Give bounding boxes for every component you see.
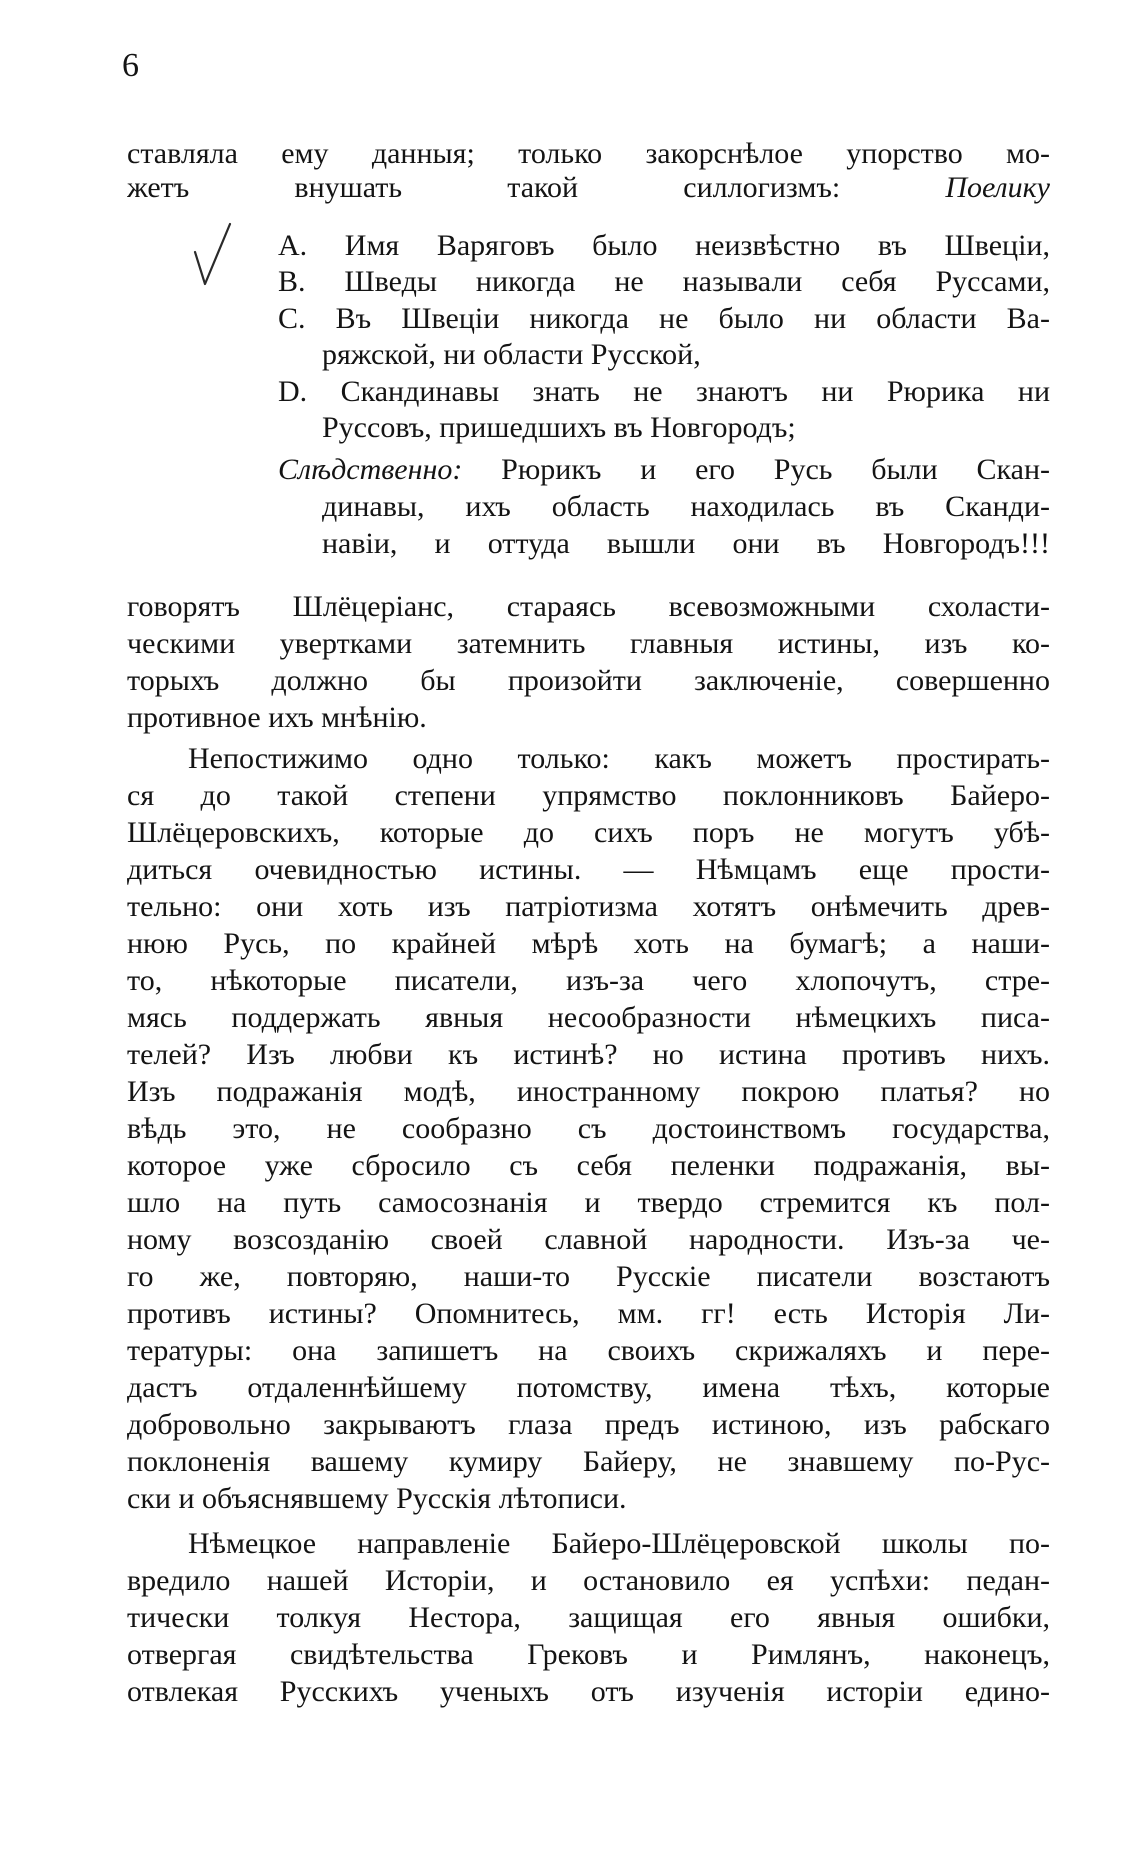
text-line: тически толкуя Нестора, защищая его явныя ошибки, bbox=[127, 1601, 1050, 1634]
text-span: Рюрикъ и его Русь были Скан- bbox=[462, 453, 1050, 486]
text-line: ставляла ему данныя; только закорснѣлое упорство мо- bbox=[127, 137, 1050, 170]
text-line: ски и объяснявшему Русскія лѣтописи. bbox=[127, 1482, 627, 1515]
conclusion-label: Слѣдственно: bbox=[278, 453, 463, 486]
text-line: шло на путь самосознанія и твердо стремится къ пол- bbox=[127, 1186, 1050, 1219]
text-line: которое уже сбросило съ себя пеленки подражанія, вы- bbox=[127, 1149, 1050, 1182]
text-line: Нѣмецкое направленіе Байеро-Шлёцеровской школы по- bbox=[188, 1527, 1050, 1560]
syllogism-item-d: D. Скандинавы знать не знаютъ ни Рюрика ни bbox=[278, 375, 1050, 408]
text-line: мясь поддержать явныя несообразности нѣмецкихъ писа- bbox=[127, 1001, 1050, 1034]
text-line: диться очевидностью истины. — Нѣмцамъ еще прости- bbox=[127, 853, 1050, 886]
text-line: Непостижимо одно только: какъ можетъ простирать- bbox=[188, 742, 1050, 775]
text-span: жетъ внушать такой силлогизмъ: bbox=[127, 171, 946, 204]
syllogism-conclusion-cont: навіи, и оттуда вышли они въ Новгородъ!!! bbox=[322, 527, 1050, 560]
syllogism-item-c: C. Въ Швеціи никогда не было ни области Ва- bbox=[278, 302, 1050, 335]
text-line: нюю Русь, по крайней мѣрѣ хоть на бумагѣ; а наши- bbox=[127, 927, 1050, 960]
text-line: Изъ подражанія модѣ, иностранному покрою платья? но bbox=[127, 1075, 1050, 1108]
text-line: ческими увертками затемнить главныя истины, изъ ко- bbox=[127, 627, 1050, 660]
text-line: вѣдь это, не сообразно съ достоинствомъ государства, bbox=[127, 1112, 1050, 1145]
syllogism-item-d-cont: Руссовъ, пришедшихъ въ Новгородъ; bbox=[322, 411, 796, 444]
text-line: Шлёцеровскихъ, которые до сихъ поръ не могутъ убѣ- bbox=[127, 816, 1050, 849]
text-line: го же, повторяю, наши-то Русскіе писатели возстаютъ bbox=[127, 1260, 1050, 1293]
text-line: вредило нашей Исторіи, и остановило ея успѣхи: педан- bbox=[127, 1564, 1050, 1597]
text-line: добровольно закрываютъ глаза предъ истиною, изъ рабскаго bbox=[127, 1408, 1050, 1441]
text-line: отвлекая Русскихъ ученыхъ отъ изученія исторіи едино- bbox=[127, 1675, 1050, 1708]
text-line: поклоненія вашему кумиру Байеру, не знавшему по-Рус- bbox=[127, 1445, 1050, 1478]
text-line: торыхъ должно бы произойти заключеніе, совершенно bbox=[127, 664, 1050, 697]
text-line: отвергая свидѣтельства Грековъ и Римлянъ, наконецъ, bbox=[127, 1638, 1050, 1671]
handwritten-checkmark-icon bbox=[192, 222, 238, 292]
syllogism-item-c-cont: ряжской, ни области Русской, bbox=[322, 338, 701, 371]
syllogism-conclusion bbox=[278, 452, 1050, 488]
italic-word: Поелику bbox=[945, 171, 1050, 204]
text-line: противное ихъ мнѣнію. bbox=[127, 701, 427, 734]
text-line: тературы: она запишетъ на своихъ скрижаляхъ и пере- bbox=[127, 1334, 1050, 1367]
text-line: ному возсозданію своей славной народности. Изъ-за че- bbox=[127, 1223, 1050, 1256]
syllogism-conclusion-cont: динавы, ихъ область находилась въ Сканди- bbox=[322, 490, 1050, 523]
text-line bbox=[127, 170, 1050, 206]
syllogism-item-b: B. Шведы никогда не называли себя Руссами, bbox=[278, 265, 1050, 298]
text-line: телей? Изъ любви къ истинѣ? но истина противъ нихъ. bbox=[127, 1038, 1050, 1071]
text-line: ся до такой степени упрямство поклонниковъ Байеро- bbox=[127, 779, 1050, 812]
text-line: противъ истины? Опомнитесь, мм. гг! есть Исторія Ли- bbox=[127, 1297, 1050, 1330]
text-line: тельно: они хоть изъ патріотизма хотятъ онѣмечить древ- bbox=[127, 890, 1050, 923]
text-line: дастъ отдаленнѣйшему потомству, имена тѣхъ, которые bbox=[127, 1371, 1050, 1404]
text-line: то, нѣкоторые писатели, изъ-за чего хлопочутъ, стре- bbox=[127, 964, 1050, 997]
page-number: 6 bbox=[122, 47, 139, 84]
text-line: говорятъ Шлёцеріанс, стараясь всевозможными схоласти- bbox=[127, 590, 1050, 623]
syllogism-item-a: A. Имя Варяговъ было неизвѣстно въ Швеціи, bbox=[278, 229, 1050, 262]
